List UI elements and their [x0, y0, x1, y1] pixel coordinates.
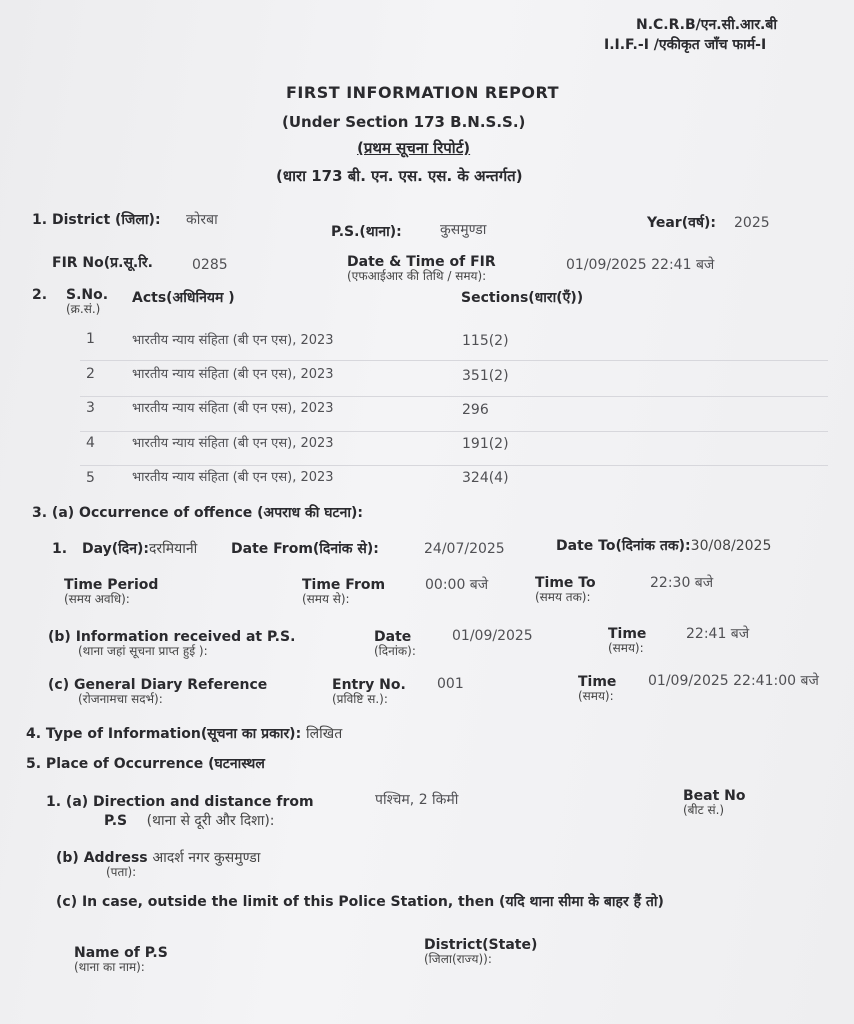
acts-header: Acts(अधिनियम ): [132, 290, 235, 306]
gd-entry-value: 001: [437, 676, 464, 692]
beat-label: Beat No (बीट सं.): [683, 788, 746, 818]
day-value: दरमियानी: [149, 541, 198, 557]
time-from-label: Time From (समय से):: [302, 577, 386, 607]
sno-header: S.No. (क्र.सं.): [66, 287, 109, 317]
info-type-value: लिखित: [306, 726, 343, 742]
table-divider: [80, 360, 828, 361]
day-label: Day(दिन):दरमियानी: [82, 541, 198, 557]
act-section: 351(2): [462, 368, 509, 384]
direction-value: पश्चिम, 2 किमी: [375, 792, 459, 808]
gd-time-label: Time (समय):: [578, 674, 617, 704]
act-name: भारतीय न्याय संहिता (बी एन एस), 2023: [132, 436, 334, 451]
district-num: 1.: [32, 212, 48, 228]
address-label: (b) Address आदर्श नगर कुसमुण्डा (पता):: [56, 850, 261, 880]
address-value: आदर्श नगर कुसमुण्डा: [152, 850, 261, 866]
info-date-label: Date (दिनांक):: [374, 629, 416, 659]
district-value: कोरबा: [186, 212, 218, 228]
act-section: 115(2): [462, 333, 509, 349]
sections-header: Sections(धारा(एँ)): [461, 290, 584, 306]
fir-datetime-label: Date & Time of FIR (एफआईआर की तिथि / समय):: [347, 254, 496, 284]
gd-reference-label: (c) General Diary Reference (रोजनामचा सदर्भ):: [48, 677, 268, 707]
fir-datetime-value: 01/09/2025 22:41 बजे: [566, 257, 715, 273]
district-label: District (जिला):: [52, 212, 161, 228]
ps-label: P.S.(थाना):: [331, 224, 402, 240]
act-sno: 4: [86, 435, 95, 451]
gd-entry-label: Entry No. (प्रविष्टि स.):: [332, 677, 406, 707]
info-time-label: Time (समय):: [608, 626, 647, 656]
act-section: 324(4): [462, 470, 509, 486]
act-sno: 3: [86, 400, 95, 416]
act-name: भारतीय न्याय संहिता (बी एन एस), 2023: [132, 367, 334, 382]
info-type-label: 4. Type of Information(सूचना का प्रकार): लिखित: [26, 726, 343, 742]
table-divider: [80, 431, 828, 432]
district-state-label: District(State) (जिला(राज्य)):: [424, 937, 538, 967]
year-value: 2025: [734, 215, 770, 231]
iif-code: I.I.F.-I /एकीकृत जाँच फार्म-I: [604, 37, 767, 53]
time-to-label: Time To (समय तक):: [535, 575, 596, 605]
time-from-value: 00:00 बजे: [425, 577, 489, 593]
gd-time-value: 01/09/2025 22:41:00 बजे: [648, 673, 819, 689]
report-under-section: (Under Section 173 B.N.S.S.): [282, 113, 526, 131]
act-section: 296: [462, 402, 489, 418]
info-time-value: 22:41 बजे: [686, 626, 750, 642]
act-section: 191(2): [462, 436, 509, 452]
act-name: भारतीय न्याय संहिता (बी एन एस), 2023: [132, 333, 334, 348]
table-divider: [80, 465, 828, 466]
info-date-value: 01/09/2025: [452, 628, 533, 644]
report-title: FIRST INFORMATION REPORT: [286, 83, 559, 102]
date-from-value: 24/07/2025: [424, 541, 505, 557]
report-under-section-hindi: (धारा 173 बी. एन. एस. एस. के अन्तर्गत): [276, 167, 523, 185]
time-to-value: 22:30 बजे: [650, 575, 714, 591]
act-name: भारतीय न्याय संहिता (बी एन एस), 2023: [132, 470, 334, 485]
direction-sub: P.S (थाना से दूरी और दिशा):: [104, 813, 275, 829]
ps-name-label: Name of P.S (थाना का नाम):: [74, 945, 168, 975]
date-to-value: 30/08/2025: [690, 538, 772, 554]
date-from-label: Date From(दिनांक से):: [231, 541, 379, 557]
occurrence-heading: 3. (a) Occurrence of offence (अपराध की घटना):: [32, 505, 363, 521]
info-received-label: (b) Information received at P.S. (थाना जहां सूचना प्राप्त हुई ):: [48, 629, 296, 659]
date-to-label: Date To(दिनांक तक):30/08/2025: [556, 538, 772, 554]
fir-no-label: FIR No(प्र.सू.रि.: [52, 255, 153, 271]
place-heading: 5. Place of Occurrence (घटनास्थल: [26, 756, 265, 772]
acts-section-num: 2.: [32, 287, 48, 303]
direction-label: 1. (a) Direction and distance from: [46, 794, 314, 810]
ps-value: कुसमुण्डा: [440, 222, 487, 238]
report-title-hindi: (प्रथम सूचना रिपोर्ट): [357, 139, 471, 157]
act-sno: 5: [86, 470, 95, 486]
fir-no-value: 0285: [192, 257, 228, 273]
time-period-label: Time Period (समय अवधि):: [64, 577, 159, 607]
year-label: Year(वर्ष):: [647, 215, 716, 231]
outside-limit-label: (c) In case, outside the limit of this Police Station, then (यदि थाना सीमा के बाहर हैं तो): [56, 894, 664, 910]
act-name: भारतीय न्याय संहिता (बी एन एस), 2023: [132, 401, 334, 416]
day-num: 1.: [52, 541, 68, 557]
table-divider: [80, 396, 828, 397]
act-sno: 1: [86, 331, 95, 347]
act-sno: 2: [86, 366, 95, 382]
ncrb-code: N.C.R.B/एन.सी.आर.बी: [636, 17, 777, 33]
